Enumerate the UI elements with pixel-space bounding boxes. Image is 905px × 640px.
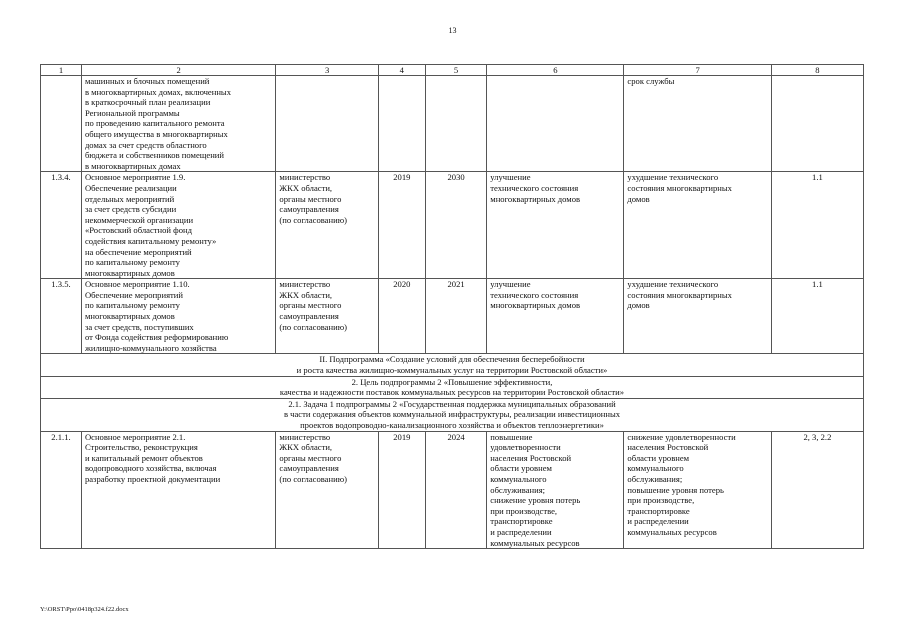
table-row [41, 172, 864, 279]
indicator-link: 2, 3, 2.2 [771, 431, 863, 549]
column-header: 3 [276, 65, 378, 76]
end-year [425, 76, 486, 172]
column-header: 5 [425, 65, 486, 76]
table-row [41, 279, 864, 354]
start-year [378, 76, 425, 172]
page-number: 13 [448, 26, 457, 35]
start-year: 2019 [378, 172, 425, 279]
column-header: 2 [81, 65, 275, 76]
executor: министерство ЖКХ области, органы местного самоуправления (по согласованию) [276, 431, 378, 549]
table-row [41, 431, 864, 549]
start-year: 2020 [378, 279, 425, 354]
subprogram-heading: II. Подпрограмма «Создание условий для обеспечения бесперебойности и роста качества жилищно-коммунальных услуг на территории Ростовской области» [41, 354, 864, 376]
column-header: 4 [378, 65, 425, 76]
expected-result: улучшение технического состояния многоквартирных домов [487, 172, 624, 279]
executor: министерство ЖКХ области, органы местного самоуправления (по согласованию) [276, 172, 378, 279]
row-number [41, 76, 82, 172]
measure-name: Основное мероприятие 1.10. Обеспечение мероприятий по капитальному ремонту многоквартирных домов за счет средств, поступивших от Фонда содействия реформированию жилищно-коммунального хозяйства [81, 279, 275, 354]
row-number: 2.1.1. [41, 431, 82, 549]
column-number-row [41, 65, 864, 76]
executor: министерство ЖКХ области, органы местного самоуправления (по согласованию) [276, 279, 378, 354]
expected-result [487, 76, 624, 172]
row-number: 1.3.4. [41, 172, 82, 279]
indicator-link: 1.1 [771, 172, 863, 279]
task-heading-row [41, 398, 864, 431]
measure-name: Основное мероприятие 1.9. Обеспечение реализации отдельных мероприятий за счет средств субсидии некоммерческой организации «Ростовский областной фонд содействия капитальному ремонту» на обеспечение мероприятий по капитальному ремонту многоквартирных домов [81, 172, 275, 279]
non-implementation-consequence: ухудшение технического состояния многоквартирных домов [624, 279, 771, 354]
expected-result: улучшение технического состояния многоквартирных домов [487, 279, 624, 354]
goal-heading: 2. Цель подпрограммы 2 «Повышение эффективности, качества и надежности поставок коммунальных ресурсов на территории Ростовской области» [41, 376, 864, 398]
measure-name: Основное мероприятие 2.1. Строительство, реконструкция и капитальный ремонт объектов водопроводного хозяйства, включая разработку проектной документации [81, 431, 275, 549]
table-row [41, 76, 864, 172]
end-year: 2021 [425, 279, 486, 354]
column-header: 7 [624, 65, 771, 76]
measure-name: машинных и блочных помещений в многоквартирных домах, включенных в краткосрочный план реализации Региональной программы по проведению капитального ремонта общего имущества в многоквартирных домах за счет средств областного бюджета и собственников помещений в многоквартирных домах [81, 76, 275, 172]
column-header: 8 [771, 65, 863, 76]
end-year: 2030 [425, 172, 486, 279]
subprogram-heading-row [41, 354, 864, 376]
expected-result: повышение удовлетворенности населения Ростовской области уровнем коммунального обслуживания; снижение уровня потерь при производстве, транспортировке и распределении коммунальных ресурсов [487, 431, 624, 549]
file-path-footer: Y:\ORST\Ppo\0418p324.f22.docx [40, 606, 129, 613]
non-implementation-consequence: срок службы [624, 76, 771, 172]
task-heading: 2.1. Задача 1 подпрограммы 2 «Государственная поддержка муниципальных образований в части содержания объектов коммунальной инфраструктуры, реализации инвестиционных проектов водопроводно-канализационного хозяйства и объектов теплоэнергетики» [41, 398, 864, 431]
indicator-link [771, 76, 863, 172]
non-implementation-consequence: снижение удовлетворенности населения Ростовской области уровнем коммунального обслуживания; повышение уровня потерь при производстве, транспортировке и распределении коммунальных ресурсов [624, 431, 771, 549]
non-implementation-consequence: ухудшение технического состояния многоквартирных домов [624, 172, 771, 279]
end-year: 2024 [425, 431, 486, 549]
column-header: 6 [487, 65, 624, 76]
program-table [40, 64, 864, 549]
executor [276, 76, 378, 172]
row-number: 1.3.5. [41, 279, 82, 354]
indicator-link: 1.1 [771, 279, 863, 354]
column-header: 1 [41, 65, 82, 76]
start-year: 2019 [378, 431, 425, 549]
goal-heading-row [41, 376, 864, 398]
